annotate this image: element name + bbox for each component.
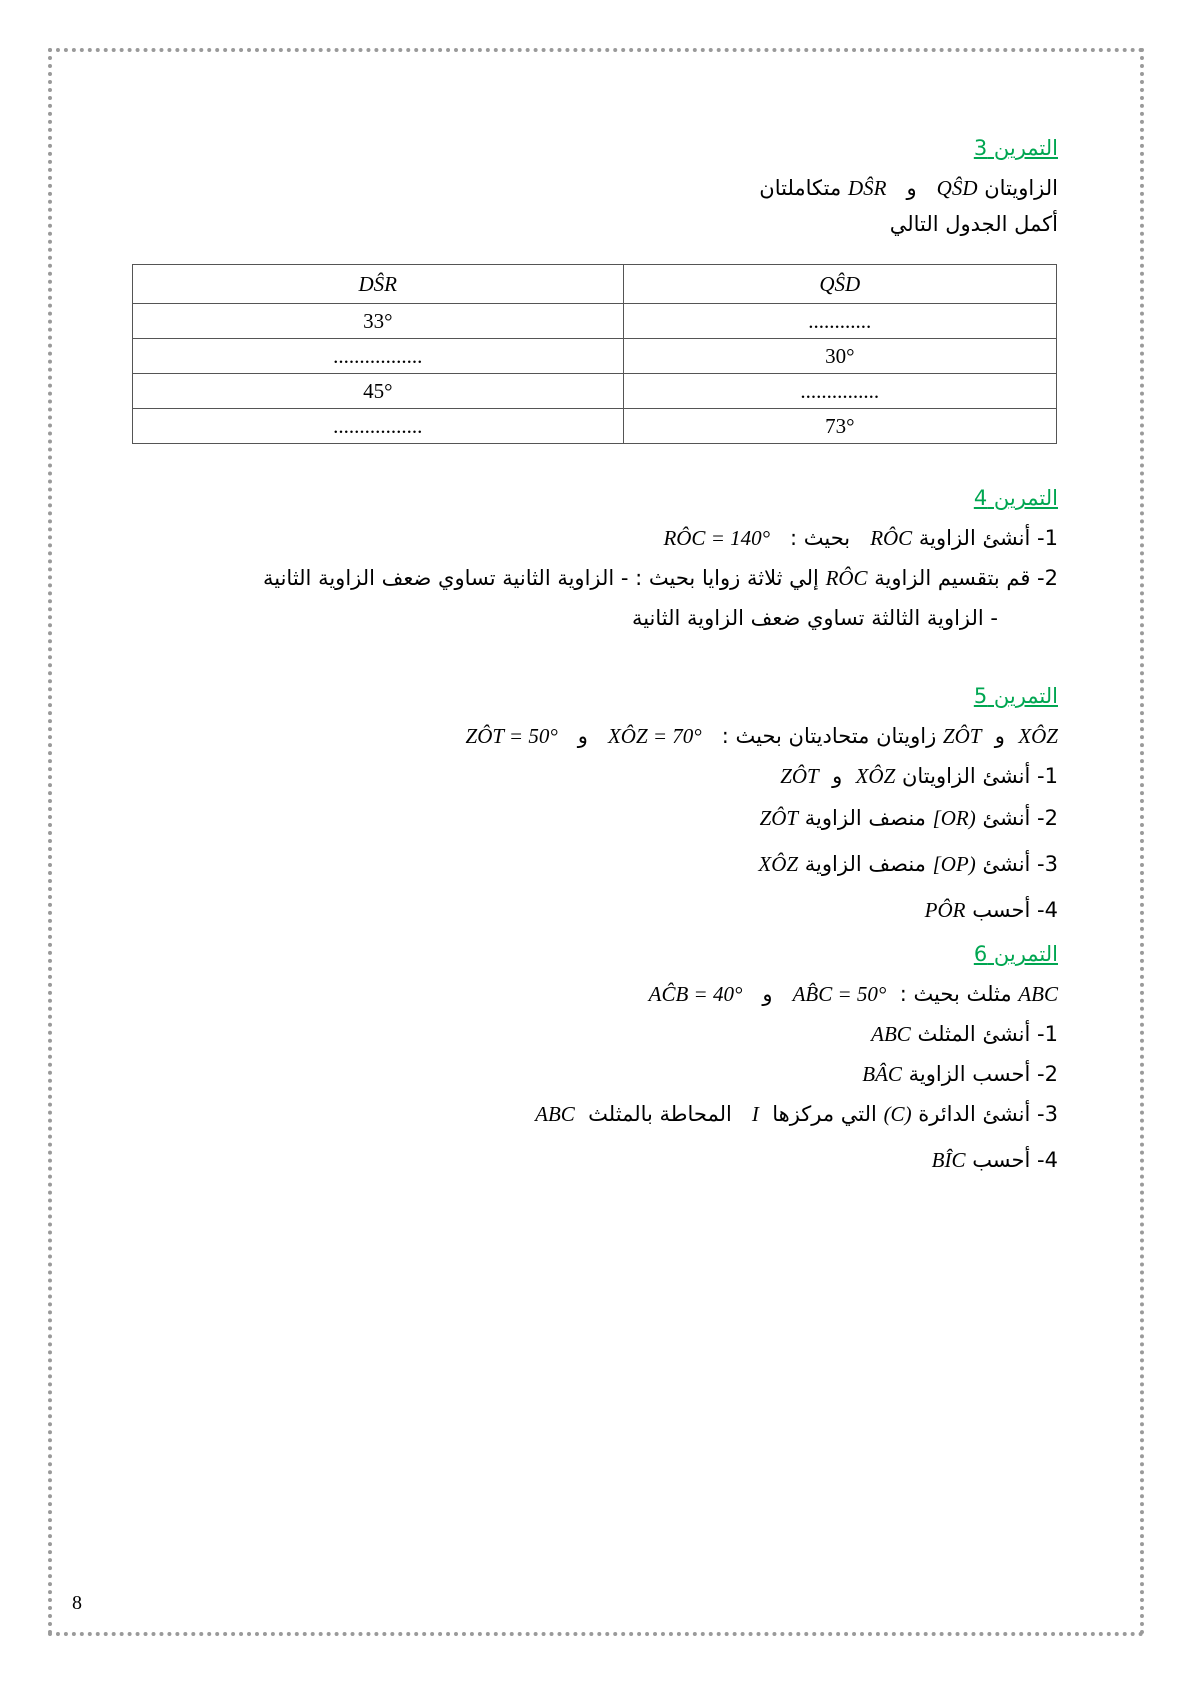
exercise-5-title: التمرين 5 (973, 684, 1058, 708)
table-cell: 30° (623, 339, 1056, 374)
angle-bac: BÂC (862, 1062, 902, 1086)
exercise-6-item-2 (862, 1062, 1058, 1087)
exercise-3-title: التمرين 3 (973, 136, 1058, 160)
item-text: 3- أنشئ الدائرة (918, 1102, 1058, 1126)
angle-roc: RÔC (825, 566, 868, 590)
item-text: 3- أنشئ (982, 852, 1058, 876)
item-rest: المحاطة بالمثلث (588, 1102, 732, 1126)
exercise-5-item-3 (758, 852, 1058, 877)
circle-c: (C) (883, 1102, 912, 1126)
angle-dsr: DŜR (847, 176, 887, 200)
table-header-dsr: DŜR (133, 265, 624, 304)
exercise-6-intro (649, 982, 1058, 1007)
table-cell: 73° (623, 409, 1056, 444)
table-row (133, 409, 1057, 444)
table-cell: ............... (623, 374, 1056, 409)
table-row (133, 339, 1057, 374)
equation: RÔC = 140° (663, 526, 771, 550)
center-i: I (751, 1102, 759, 1126)
exercise-5-item-4 (925, 898, 1058, 923)
item-text: 2- أنشئ (982, 806, 1058, 830)
exercise-6-title: التمرين 6 (973, 942, 1058, 966)
ray-or: [OR) (932, 806, 976, 830)
item-text: 4- أحسب (972, 1148, 1058, 1172)
intro-text: زاويتان متحاديتان بحيث : (721, 724, 937, 748)
exercise-3-instruction: أكمل الجدول التالي (889, 212, 1058, 236)
exercise-4-title: التمرين 4 (973, 486, 1058, 510)
angle-roc: RÔC (870, 526, 913, 550)
angle-zot: ZÔT (780, 764, 819, 788)
table-cell: ................. (133, 409, 624, 444)
item-text: 1- أنشئ الزاويتان (901, 764, 1058, 788)
triangle-abc: ABC (871, 1022, 911, 1046)
angle-xoz: XÔZ (1018, 724, 1058, 748)
item-text: 2- أحسب الزاوية (908, 1062, 1058, 1086)
statement-text: الزاويتان (984, 176, 1058, 200)
angle-por: PÔR (924, 898, 966, 922)
exercise-6-item-1 (871, 1022, 1058, 1047)
table-cell: 45° (133, 374, 624, 409)
condition-text: بحيث : (790, 526, 851, 550)
table-row (133, 374, 1057, 409)
intro-text: مثلث بحيث : (899, 982, 1012, 1006)
equation-abc: AB̂C = 50° (792, 982, 887, 1006)
exercise-3-statement (759, 176, 1058, 201)
and-word: و (994, 724, 1005, 748)
exercise-6-item-3 (535, 1102, 1058, 1127)
exercise-6-item-4 (932, 1148, 1058, 1173)
exercise-5-item-1 (780, 764, 1058, 789)
angle-bic: BÎC (931, 1148, 966, 1172)
exercise-5-intro (466, 724, 1058, 749)
item-mid: التي مركزها (772, 1102, 877, 1126)
item-text: 4- أحسب (972, 898, 1058, 922)
and-word: و (906, 176, 917, 200)
item-text: 1- أنشئ الزاوية (918, 526, 1058, 550)
angle-zot: ZÔT (759, 806, 799, 830)
exercise-5-item-2 (760, 806, 1058, 831)
table-header-qsd: QŜD (623, 265, 1056, 304)
statement-end: متكاملتان (759, 176, 842, 200)
page-number: 8 (72, 1592, 82, 1614)
angle-qsd: QŜD (936, 176, 978, 200)
triangle-abc: ABC (1018, 982, 1058, 1006)
angle-xoz: XÔZ (758, 852, 799, 876)
and-word: و (762, 982, 773, 1006)
item-text: 2- قم بتقسيم الزاوية (874, 566, 1058, 590)
exercise-4-item-1 (663, 526, 1058, 551)
exercise-4-item-2 (263, 566, 1058, 591)
item-rest: إلي ثلاثة زوايا بحيث : - الزاوية الثانية تساوي ضعف الزاوية الثانية (262, 566, 819, 590)
equation-xoz: XÔZ = 70° (607, 724, 702, 748)
triangle-abc: ABC (535, 1102, 575, 1126)
table-row (133, 304, 1057, 339)
and-word: و (577, 724, 588, 748)
and-word: و (832, 764, 843, 788)
item-rest: منصف الزاوية (804, 806, 926, 830)
table-cell: 33° (133, 304, 624, 339)
table-cell: ................. (133, 339, 624, 374)
item-text: 1- أنشئ المثلث (917, 1022, 1058, 1046)
ray-op: [OP) (932, 852, 976, 876)
angle-xoz: XÔZ (855, 764, 896, 788)
angle-zot: ZÔT (942, 724, 982, 748)
table-header-row (133, 265, 1057, 304)
item-rest: منصف الزاوية (804, 852, 926, 876)
angles-table (132, 264, 1057, 444)
equation-zot: ZÔT = 50° (465, 724, 558, 748)
table-cell: ............ (623, 304, 1056, 339)
equation-acb: AĈB = 40° (648, 982, 743, 1006)
exercise-4-item-3: - الزاوية الثالثة تساوي ضعف الزاوية الثانية (631, 606, 998, 630)
